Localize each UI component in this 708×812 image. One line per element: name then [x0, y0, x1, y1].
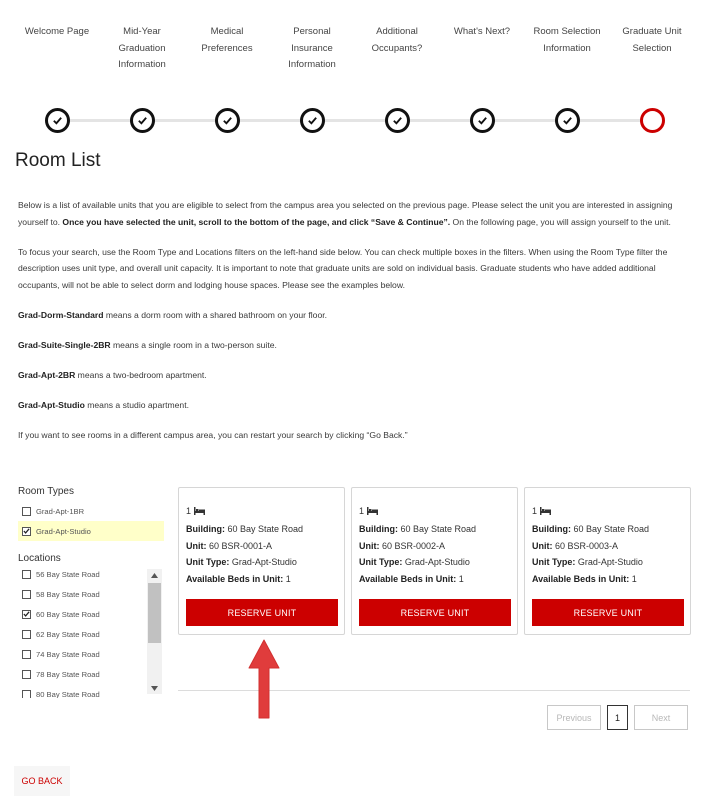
building-row	[186, 521, 337, 538]
available-beds-value: 1	[283, 573, 291, 584]
step-check-icon[interactable]	[385, 108, 410, 133]
beds-count	[359, 504, 510, 518]
checkbox-unchecked[interactable]	[22, 590, 31, 599]
intro-text	[18, 197, 690, 457]
filter-instructions: To focus your search, use the Room Type and Locations filters on the left-hand side below. You can check multiple boxes in the filters. When using the Room Type filter the description uses unit type, and overall unit capacity. It is important to note that graduate units are sold on individual basis. Graduate students who have added additional occupants, will not be able to select dorm and lodging house spaces. Please see the examples below.	[18, 246, 668, 290]
intro-paragraph	[18, 197, 690, 230]
unit-label: Unit:	[186, 540, 207, 551]
available-beds-label: Available Beds in Unit:	[532, 573, 630, 584]
location-option-60[interactable]	[18, 604, 146, 624]
example-term: Grad-Suite-Single-2BR	[18, 339, 111, 350]
unit-type-row	[532, 554, 683, 571]
next-page-button[interactable]: Next	[634, 705, 688, 730]
available-beds-label: Available Beds in Unit:	[359, 573, 457, 584]
step-label-mid-year-graduation: Mid-Year Graduation Information	[118, 26, 166, 70]
example-dorm	[18, 307, 690, 324]
step-current-circle	[640, 108, 665, 133]
example-apt-2br	[18, 367, 690, 384]
step-label-additional-occupants: Additional Occupants?	[371, 26, 423, 54]
location-label: 56 Bay State Road	[36, 569, 100, 579]
unit-type-row	[359, 554, 510, 571]
available-beds-value: 1	[456, 573, 464, 584]
bed-icon	[540, 507, 551, 515]
beds-number: 1	[359, 506, 365, 516]
building-label: Building:	[359, 524, 398, 534]
building-label: Building:	[186, 524, 225, 534]
beds-count	[532, 504, 683, 518]
checkbox-unchecked[interactable]	[22, 670, 31, 679]
beds-count	[186, 504, 337, 518]
available-beds-row	[359, 571, 510, 588]
checkbox-unchecked[interactable]	[22, 507, 31, 516]
room-type-option-grad-apt-1br[interactable]	[18, 501, 164, 521]
progress-steps	[0, 0, 708, 140]
unit-value: 60 BSR-0001-A	[206, 540, 273, 551]
example-desc: means a studio apartment.	[84, 399, 189, 410]
checkbox-unchecked[interactable]	[22, 650, 31, 659]
available-beds-row	[532, 571, 683, 588]
locations-list	[18, 564, 146, 698]
unit-label: Unit:	[359, 540, 380, 551]
location-label: 58 Bay State Road	[36, 589, 100, 599]
example-term: Grad-Dorm-Standard	[18, 309, 104, 320]
location-label: 80 Bay State Road	[36, 689, 100, 698]
room-type-label: Grad-Apt-Studio	[36, 526, 91, 536]
location-option-80[interactable]	[18, 684, 146, 698]
bed-icon	[367, 507, 378, 515]
unit-value: 60 BSR-0003-A	[552, 540, 619, 551]
scroll-up-arrow-icon[interactable]	[147, 569, 162, 581]
previous-page-button[interactable]: Previous	[547, 705, 601, 730]
checkbox-unchecked[interactable]	[22, 630, 31, 639]
location-label: 62 Bay State Road	[36, 629, 100, 639]
reserve-unit-button[interactable]: RESERVE UNIT	[359, 599, 511, 626]
available-beds-row	[186, 571, 337, 588]
scrollbar-thumb[interactable]	[148, 583, 161, 643]
room-types-title: Room Types	[18, 486, 74, 497]
location-option-58[interactable]	[18, 584, 146, 604]
location-label: 60 Bay State Road	[36, 609, 100, 619]
building-value: 60 Bay State Road	[398, 524, 477, 534]
step-label-personal-insurance: Personal Insurance Information	[288, 26, 336, 70]
step-label-room-selection: Room Selection Information	[533, 26, 601, 54]
room-type-option-grad-apt-studio[interactable]	[18, 521, 164, 541]
locations-list-container	[18, 564, 164, 698]
building-row	[532, 521, 683, 538]
unit-type-value: Grad-Apt-Studio	[402, 557, 470, 567]
step-check-icon[interactable]	[215, 108, 240, 133]
bed-icon	[194, 507, 205, 515]
building-value: 60 Bay State Road	[225, 524, 304, 534]
locations-title: Locations	[18, 553, 61, 564]
step-check-icon[interactable]	[555, 108, 580, 133]
location-label: 78 Bay State Road	[36, 669, 100, 679]
step-check-icon[interactable]	[45, 108, 70, 133]
unit-type-label: Unit Type:	[359, 557, 403, 567]
unit-type-value: Grad-Apt-Studio	[229, 557, 297, 567]
unit-type-label: Unit Type:	[186, 557, 230, 567]
step-label-whats-next: What's Next?	[453, 26, 511, 37]
intro-text-a: Below is a list of available units that you are eligible to select from the campus area you selected on the previous page. Please select the unit you are interested in assigning yourself to.	[18, 200, 673, 227]
location-option-74[interactable]	[18, 644, 146, 664]
unit-type-row	[186, 554, 337, 571]
reserve-unit-button[interactable]: RESERVE UNIT	[186, 599, 338, 626]
beds-number: 1	[186, 506, 192, 516]
step-check-icon[interactable]	[300, 108, 325, 133]
example-desc: means a single room in a two-person suite.	[110, 339, 277, 350]
room-type-label: Grad-Apt-1BR	[36, 506, 85, 516]
step-label-medical-preferences: Medical Preferences	[201, 26, 253, 54]
reserve-unit-button[interactable]: RESERVE UNIT	[532, 599, 684, 626]
example-desc: means a dorm room with a shared bathroom on your floor.	[103, 309, 328, 320]
filters-panel	[18, 486, 164, 698]
building-row	[359, 521, 510, 538]
page-1-button[interactable]: 1	[607, 705, 628, 730]
example-term: Grad-Apt-Studio	[18, 399, 85, 410]
example-studio	[18, 397, 690, 414]
checkbox-unchecked[interactable]	[22, 690, 31, 699]
page-title: Room List	[15, 150, 101, 171]
unit-row	[359, 538, 510, 555]
beds-number: 1	[532, 506, 538, 516]
example-term: Grad-Apt-2BR	[18, 369, 76, 380]
example-suite	[18, 337, 690, 354]
unit-row	[186, 538, 337, 555]
location-label: 74 Bay State Road	[36, 649, 100, 659]
location-option-56[interactable]	[18, 564, 146, 584]
available-beds-label: Available Beds in Unit:	[186, 573, 284, 584]
go-back-instructions: If you want to see rooms in a different campus area, you can restart your search by clicking “Go Back.”	[18, 429, 408, 440]
unit-card	[178, 487, 345, 635]
unit-row	[532, 538, 683, 555]
checkbox-unchecked[interactable]	[22, 570, 31, 579]
unit-label: Unit:	[532, 540, 553, 551]
unit-type-value: Grad-Apt-Studio	[575, 557, 643, 567]
step-label-welcome: Welcome Page	[24, 26, 90, 37]
locations-scrollbar[interactable]	[147, 569, 162, 694]
step-label-graduate-unit-selection: Graduate Unit Selection	[622, 26, 682, 54]
location-option-62[interactable]	[18, 624, 146, 644]
unit-card	[351, 487, 518, 635]
checkbox-checked[interactable]	[22, 610, 31, 619]
intro-text-bold: Once you have selected the unit, scroll to the bottom of the page, and click “Save & Continue”.	[62, 216, 451, 227]
unit-type-label: Unit Type:	[532, 557, 576, 567]
scroll-down-arrow-icon[interactable]	[147, 682, 162, 694]
building-value: 60 Bay State Road	[571, 524, 650, 534]
location-option-78[interactable]	[18, 664, 146, 684]
step-check-icon[interactable]	[130, 108, 155, 133]
unit-value: 60 BSR-0002-A	[379, 540, 446, 551]
checkbox-checked[interactable]	[22, 527, 31, 536]
annotation-arrow-icon	[245, 638, 283, 722]
building-label: Building:	[532, 524, 571, 534]
unit-card	[524, 487, 691, 635]
intro-text-c: On the following page, you will assign yourself to the unit.	[450, 216, 671, 227]
step-check-icon[interactable]	[470, 108, 495, 133]
available-beds-value: 1	[629, 573, 637, 584]
go-back-button[interactable]: GO BACK	[14, 766, 70, 796]
example-desc: means a two-bedroom apartment.	[75, 369, 207, 380]
